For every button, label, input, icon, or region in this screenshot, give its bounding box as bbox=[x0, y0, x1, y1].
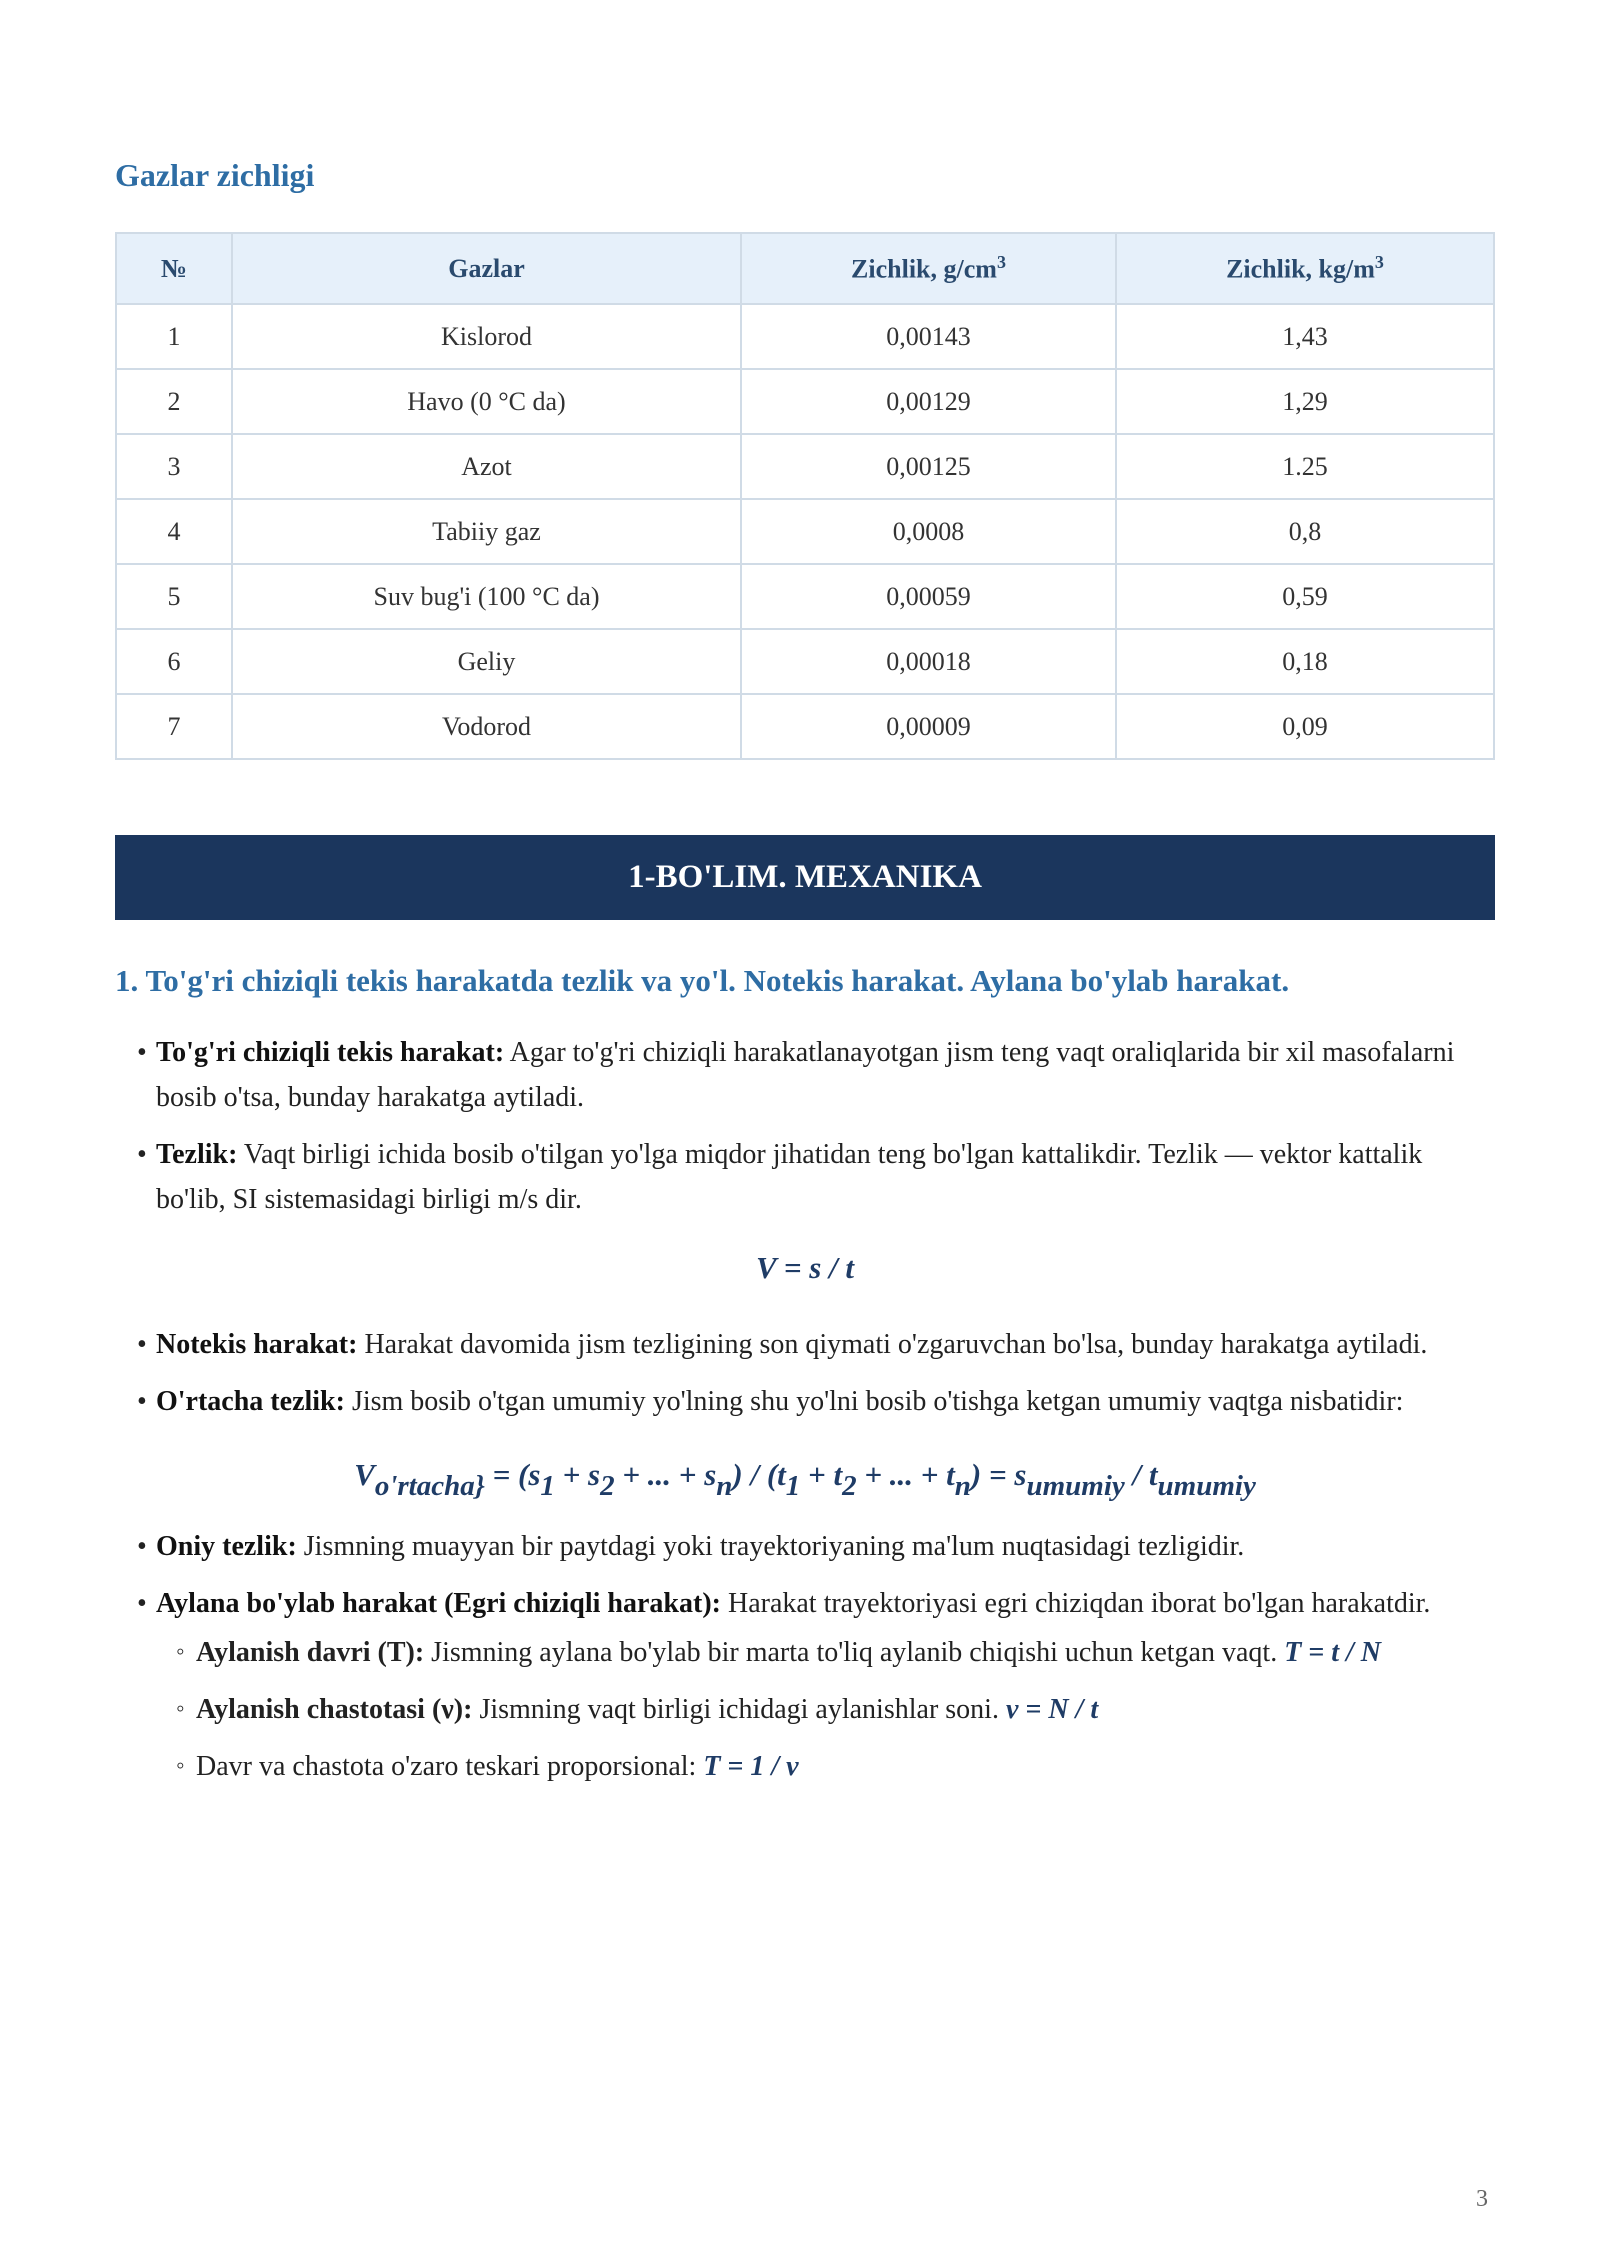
list-item-nonuniform-motion: • Notekis harakat: Harakat davomida jism tezligining son qiymati o'zgaruvchan bo'lsa, bunday harakatga aytiladi. bbox=[115, 1322, 1495, 1367]
table-cell: 6 bbox=[116, 629, 232, 694]
list-item-average-speed: • O'rtacha tezlik: Jism bosib o'tgan umumiy yo'lning shu yo'lni bosib o'tishga ketgan umumiy vaqtga nisbatidir: bbox=[115, 1379, 1495, 1424]
sublist-item-frequency: ◦ Aylanish chastotasi (ν): Jismning vaqt birligi ichidagi aylanishlar soni. ν = N / t bbox=[115, 1687, 1495, 1732]
header-gas: Gazlar bbox=[232, 233, 741, 304]
table-cell: 0,18 bbox=[1116, 629, 1494, 694]
table-title: Gazlar zichligi bbox=[115, 157, 315, 193]
table-cell: 0,0008 bbox=[741, 499, 1116, 564]
formula-average-speed: $V_{o'rtacha\}} = (s_1 + s_2$ + ... + $s_n) / (t_1 + t_2$ + ... + $t_n) = s_{umumiy} / t_{umumiy}$ bbox=[354, 1457, 1256, 1502]
table-cell: 1 bbox=[116, 304, 232, 369]
table-row bbox=[116, 369, 1494, 434]
section-banner: 1-BO'LIM. MEXANIKA bbox=[115, 835, 1495, 920]
list-item-speed: • Tezlik: Vaqt birligi ichida bosib o'tilgan yo'lga miqdor jihatidan teng bo'lgan kattalikdir. Tezlik — vektor kattalik bo'lib, SI sistemasidagi birligi m/s dir. bbox=[115, 1132, 1495, 1222]
table-body bbox=[116, 304, 1494, 759]
table-cell: 0,09 bbox=[1116, 694, 1494, 759]
page-number: 3 bbox=[1476, 2186, 1488, 2212]
table-row bbox=[116, 629, 1494, 694]
table-cell: 2 bbox=[116, 369, 232, 434]
table-row bbox=[116, 499, 1494, 564]
table-cell: Vodorod bbox=[232, 694, 741, 759]
table-cell: 4 bbox=[116, 499, 232, 564]
formula-speed: V = s / t bbox=[755, 1250, 855, 1285]
table-cell: 0,00143 bbox=[741, 304, 1116, 369]
table-cell: Tabiiy gaz bbox=[232, 499, 741, 564]
sublist-item-period: ◦ Aylanish davri (T): Jismning aylana bo'ylab bir marta to'liq aylanib chiqishi uchun ketgan vaqt. T = t / N bbox=[115, 1630, 1495, 1675]
table-cell: 0,00009 bbox=[741, 694, 1116, 759]
content-body bbox=[115, 1030, 1495, 1801]
table-cell: Geliy bbox=[232, 629, 741, 694]
table-cell: 3 bbox=[116, 434, 232, 499]
table-cell: 0,00125 bbox=[741, 434, 1116, 499]
table-cell: 7 bbox=[116, 694, 232, 759]
table-cell: 0,00018 bbox=[741, 629, 1116, 694]
table-cell: 0,00059 bbox=[741, 564, 1116, 629]
list-item-circular-motion: • Aylana bo'ylab harakat (Egri chiziqli harakat): Harakat trayektoriyasi egri chiziqdan iborat bo'lgan harakatdir. bbox=[115, 1581, 1495, 1626]
formula-frequency: ν = N / t bbox=[1005, 1694, 1099, 1725]
table-cell: Kislorod bbox=[232, 304, 741, 369]
header-density-kgm: Zichlik, $kg/m^3$ bbox=[1116, 233, 1494, 304]
header-number: № bbox=[116, 233, 232, 304]
table-cell: Azot bbox=[232, 434, 741, 499]
table-cell: 1.25 bbox=[1116, 434, 1494, 499]
table-cell: 0,00129 bbox=[741, 369, 1116, 434]
table-row bbox=[116, 434, 1494, 499]
formula-period: T = t / N bbox=[1284, 1637, 1382, 1668]
table-cell: Havo (0 °C da) bbox=[232, 369, 741, 434]
table-cell: 0,59 bbox=[1116, 564, 1494, 629]
table-cell: 5 bbox=[116, 564, 232, 629]
list-item-uniform-motion: • To'g'ri chiziqli tekis harakat: Agar to'g'ri chiziqli harakatlanayotgan jism teng vaqt oraliqlarida bir xil masofalarni bosib o'tsa, bunday harakatga aytiladi. bbox=[115, 1030, 1495, 1120]
sublist-item-relation: ◦ Davr va chastota o'zaro teskari proporsional: T = 1 / ν bbox=[115, 1744, 1495, 1789]
table-header-row bbox=[116, 233, 1494, 304]
table-cell: 0,8 bbox=[1116, 499, 1494, 564]
table-row bbox=[116, 564, 1494, 629]
formula-relation: T = 1 / ν bbox=[703, 1751, 799, 1782]
table-cell: 1,43 bbox=[1116, 304, 1494, 369]
topic-heading: 1. To'g'ri chiziqli tekis harakatda tezlik va yo'l. Notekis harakat. Aylana bo'ylab harakat. bbox=[115, 963, 1290, 998]
gas-density-table bbox=[115, 232, 1495, 760]
table-cell: 1,29 bbox=[1116, 369, 1494, 434]
table-row bbox=[116, 304, 1494, 369]
header-density-gcm: Zichlik, $g/cm^3$ bbox=[741, 233, 1116, 304]
table-cell: Suv bug'i (100 °C da) bbox=[232, 564, 741, 629]
table-row bbox=[116, 694, 1494, 759]
list-item-instant-speed: • Oniy tezlik: Jismning muayyan bir paytdagi yoki trayektoriyaning ma'lum nuqtasidagi tezligidir. bbox=[115, 1524, 1495, 1569]
